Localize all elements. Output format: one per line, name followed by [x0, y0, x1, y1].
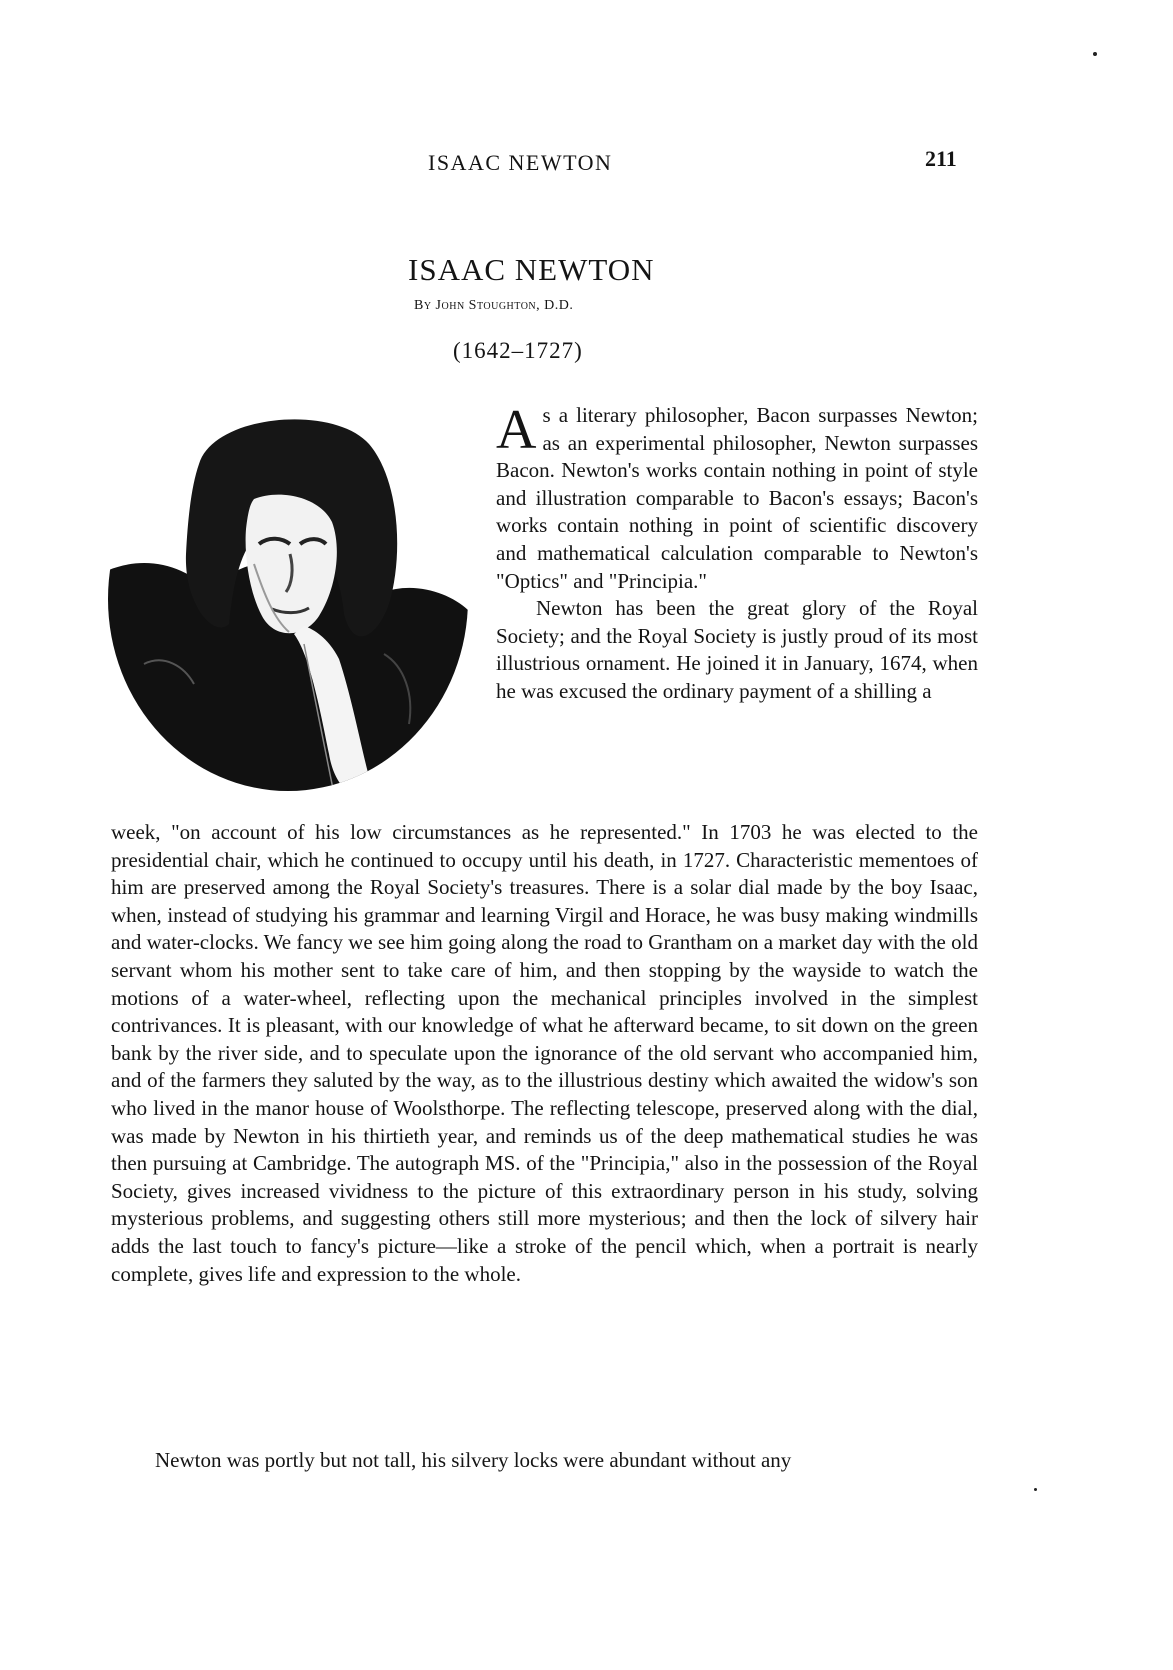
description-paragraph-start: Newton was portly but not tall, his silvery locks were abundant without any [155, 1448, 792, 1472]
portrait-image [104, 404, 472, 794]
article-byline: By John Stoughton, D.D. [414, 298, 574, 313]
intro-paragraph-text: s a literary philosopher, Bacon surpasses Newton; as an experimental philosopher, Newton surpasses Bacon. Newton's works contain nothing in point of style and illustration comparable to Bacon's essays; Bacon's works contain nothing in point of scientific discovery and mathematical calculation comparable to Newton's "Optics" and "Principia." [496, 403, 978, 593]
intro-paragraph [496, 399, 978, 595]
intro-column [496, 399, 978, 706]
drop-cap: A [496, 399, 537, 461]
article-title: ISAAC NEWTON [408, 252, 655, 287]
article-dates: (1642–1727) [453, 338, 583, 363]
page-speck [1034, 1488, 1037, 1491]
oval-portrait-icon [104, 404, 472, 794]
royal-society-paragraph-continued: week, "on account of his low circumstances as he represented." In 1703 he was elected to the presidential chair, which he continued to occupy until his death, in 1727. Characteristic mementoes of him are preserved among the Royal Society's treasures. There is a solar dial made by the boy Isaac, when, instead of studying his grammar and learning Virgil and Horace, he was busy making windmills and water-clocks. We fancy we see him going along the road to Grantham on a market day with the old servant whom his mother sent to take care of him, and then stopping by the wayside to watch the motions of a water-wheel, reflecting upon the mechanical principles involved in the simplest contrivances. It is pleasant, with our knowledge of what he afterward became, to sit down on the green bank by the river side, and to speculate upon the ignorance of the old servant who accompanied him, and of the farmers they saluted by the way, as to the illustrious destiny which awaited the widow's son who lived in the manor house of Woolsthorpe. The reflecting telescope, preserved along with the dial, was made by Newton in his thirtieth year, and reminds us of the deep mathematical studies he was then pursuing at Cambridge. The autograph MS. of the "Principia," also in the possession of the Royal Society, gives increased vividness to the picture of this extraordinary person in his study, solving mysterious problems, and suggesting others still more mysterious; and then the lock of silvery hair adds the last touch to fancy's picture—like a stroke of the pencil which, when a portrait is nearly complete, gives life and expression to the whole. [111, 820, 978, 1286]
body-column [111, 819, 978, 1288]
page-speck [1093, 52, 1097, 56]
running-head: ISAAC NEWTON [428, 150, 613, 175]
royal-society-paragraph-start: Newton has been the great glory of the Royal Society; and the Royal Society is justly proud of its most illustrious ornament. He joined it in January, 1674, when he was excused the ordinary payment of a shilling a [496, 596, 978, 703]
page-number: 211 [925, 146, 957, 171]
